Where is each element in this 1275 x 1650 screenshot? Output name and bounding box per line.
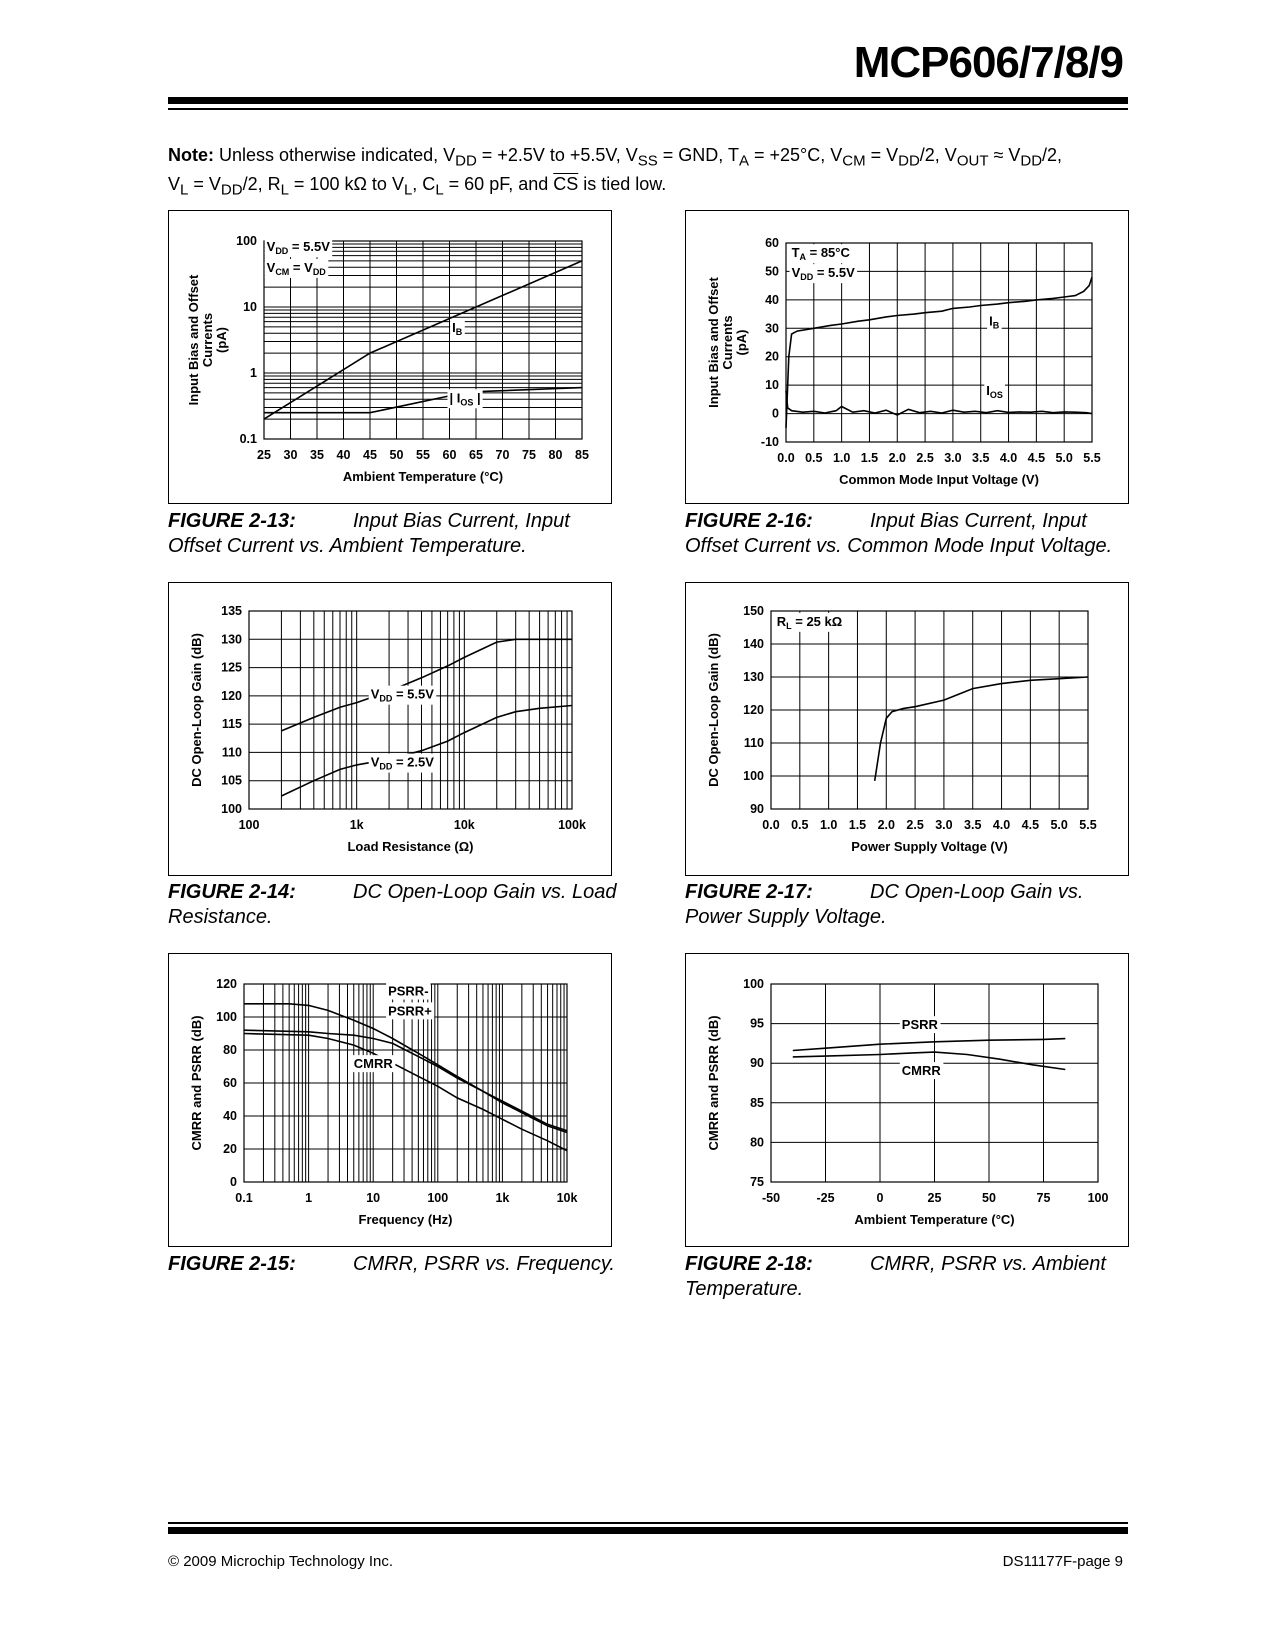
y-tick-label: 40 <box>223 1109 237 1123</box>
x-tick-label: -25 <box>816 1191 835 1205</box>
x-tick-label: 5.5 <box>1079 818 1097 832</box>
figure-2-18-plot <box>686 954 1130 1248</box>
y-tick-label: 120 <box>743 703 764 717</box>
header-rule-thick <box>168 97 1128 104</box>
y-tick-label: 85 <box>750 1095 764 1110</box>
y-tick-label: 40 <box>765 292 779 307</box>
series-line <box>244 1004 567 1133</box>
chart-annotation: PSRR <box>901 1017 938 1033</box>
y-tick-label: 30 <box>765 321 779 336</box>
caption-text: DC Open-Loop Gain vs. Power Supply Voltage. <box>685 881 1084 928</box>
footer-page-number: DS11177F-page 9 <box>1002 1553 1123 1570</box>
y-tick-label: 115 <box>221 717 242 732</box>
y-tick-label: 140 <box>743 637 764 651</box>
x-tick-label: 3.0 <box>944 451 962 465</box>
x-tick-label: 100k <box>558 818 586 832</box>
x-tick-label: 1 <box>305 1191 313 1205</box>
chart-annotation: PSRR- <box>388 983 429 999</box>
chart-annotation: $I_B$ <box>452 319 463 337</box>
y-tick-label: 60 <box>223 1076 237 1090</box>
y-tick-label: 20 <box>765 349 779 364</box>
y-tick-label: 75 <box>750 1175 764 1189</box>
note-paragraph: Note: Unless otherwise indicated, $V_{DD} = +2.5V$ to +5.5V, $V_{SS}$ = GND, $T_A = +25^\circ C$, $V_{CM} = V_{DD}/2$, $V_{OUT} \approx V_{DD}/2$, $V_L = V_{DD}/2$, $R_L = 100$ kΩ to $V_L$, $C_L = 60$ pF, and $\overline{CS}$ is tied low. <box>168 145 1063 199</box>
y-tick-label: 50 <box>765 264 779 279</box>
x-tick-label: 100 <box>238 818 260 832</box>
x-axis-label: Load Resistance (Ω) <box>347 839 474 854</box>
x-tick-label: 70 <box>495 448 510 462</box>
figure-2-17-caption <box>685 880 1135 930</box>
figure-2-13-caption <box>168 509 618 559</box>
x-tick-label: 25 <box>927 1191 942 1205</box>
x-tick-label: 100 <box>427 1191 449 1205</box>
y-axis-label: (pA) <box>214 327 229 353</box>
y-tick-label: 100 <box>743 769 764 783</box>
x-tick-label: 3.5 <box>964 818 982 832</box>
figure-2-13-chart <box>168 210 612 504</box>
figure-2-16-chart <box>685 210 1129 504</box>
chart-annotation: | $I_{OS}$ | <box>449 390 481 408</box>
footer-copyright: © 2009 Microchip Technology Inc. <box>168 1553 394 1570</box>
x-tick-label: 3.0 <box>935 818 953 832</box>
figure-2-16-plot <box>686 211 1130 505</box>
y-tick-label: 105 <box>221 773 242 788</box>
y-tick-label: 10 <box>243 300 257 314</box>
y-tick-label: -10 <box>760 435 779 449</box>
figure-2-15-chart <box>168 953 612 1247</box>
x-tick-label: 65 <box>469 448 483 462</box>
x-tick-label: 10 <box>366 1191 381 1205</box>
series-line <box>793 1039 1066 1051</box>
y-tick-label: 10 <box>765 378 779 393</box>
caption-label: FIGURE 2-13: <box>168 510 296 532</box>
x-tick-label: 85 <box>575 448 589 462</box>
chart-annotation: $T_A = 85^\circ C$ <box>791 245 850 263</box>
chart-annotation: CMRR <box>901 1063 941 1079</box>
x-tick-label: 1.0 <box>832 451 851 465</box>
y-axis-label: Input Bias and Offset <box>706 277 721 408</box>
x-tick-label: 3.5 <box>972 451 990 465</box>
series-line <box>281 639 572 731</box>
x-tick-label: 30 <box>283 448 298 462</box>
y-tick-label: 80 <box>750 1135 764 1150</box>
x-tick-label: 80 <box>548 448 563 462</box>
caption-label: FIGURE 2-15: <box>168 1253 296 1275</box>
chart-annotation: $I_B$ <box>989 313 1000 331</box>
chart-annotation: $V_{DD} = 5.5V$ <box>791 265 855 283</box>
x-tick-label: 2.5 <box>906 818 924 832</box>
y-axis-label: DC Open-Loop Gain (dB) <box>189 633 204 787</box>
y-tick-label: 0 <box>772 406 779 421</box>
x-tick-label: 2.0 <box>877 818 895 832</box>
chart-annotation: $V_{DD} = 5.5V$ <box>370 686 434 704</box>
y-tick-label: 90 <box>750 1056 764 1071</box>
x-tick-label: 4.5 <box>1021 818 1040 832</box>
chart-annotation: $V_{DD} = 2.5V$ <box>370 754 434 772</box>
x-tick-label: 25 <box>257 448 271 462</box>
y-tick-label: 110 <box>221 745 242 760</box>
x-tick-label: 10k <box>556 1191 578 1205</box>
x-tick-label: 0.0 <box>762 818 780 832</box>
x-tick-label: 1.5 <box>860 451 879 465</box>
x-tick-label: 75 <box>1036 1191 1051 1205</box>
y-tick-label: 100 <box>236 234 257 248</box>
y-tick-label: 100 <box>216 1010 237 1024</box>
x-tick-label: 4.0 <box>992 818 1011 832</box>
y-tick-label: 150 <box>743 604 764 618</box>
x-tick-label: 0.5 <box>805 451 823 465</box>
caption-text: CMRR, PSRR vs. Frequency. <box>353 1253 615 1275</box>
y-tick-label: 0 <box>230 1175 237 1189</box>
chart-annotation: CMRR <box>353 1056 393 1072</box>
y-axis-label: (pA) <box>734 329 749 356</box>
series-line <box>281 706 572 797</box>
x-tick-label: 40 <box>336 448 351 462</box>
x-tick-label: 2.0 <box>888 451 906 465</box>
x-tick-label: 0.0 <box>777 451 795 465</box>
x-tick-label: 60 <box>442 448 457 462</box>
y-tick-label: 100 <box>743 977 764 991</box>
y-axis-label: Currents <box>200 312 215 368</box>
series-line <box>786 391 1092 415</box>
x-tick-label: 1k <box>495 1191 510 1205</box>
figure-2-16-caption <box>685 509 1135 559</box>
x-tick-label: 55 <box>416 448 430 462</box>
x-axis-label: Common Mode Input Voltage (V) <box>839 472 1039 487</box>
caption-text: Input Bias Current, Input Offset Current vs. Ambient Temperature. <box>168 510 570 557</box>
figure-2-13-plot <box>169 211 613 505</box>
chart-annotation: $V_{DD} = 5.5V$ <box>266 239 330 257</box>
y-tick-label: 110 <box>743 736 764 750</box>
x-tick-label: 35 <box>310 448 324 462</box>
caption-text: Input Bias Current, Input Offset Current vs. Common Mode Input Voltage. <box>685 510 1113 557</box>
chart-annotation: $R_L = 25$ kΩ <box>776 613 843 631</box>
y-axis-label: Input Bias and Offset <box>186 274 201 406</box>
x-axis-label: Ambient Temperature (°C) <box>854 1212 1015 1227</box>
y-axis-label: DC Open-Loop Gain (dB) <box>706 633 721 787</box>
x-tick-label: 1.0 <box>819 818 838 832</box>
figure-2-15-plot <box>169 954 613 1248</box>
caption-text: DC Open-Loop Gain vs. Load Resistance. <box>168 881 617 928</box>
x-tick-label: 10k <box>453 818 475 832</box>
caption-label: FIGURE 2-17: <box>685 881 813 903</box>
chart-annotation: PSRR+ <box>388 1003 432 1019</box>
figure-2-14-plot <box>169 583 613 877</box>
y-tick-label: 100 <box>221 802 242 816</box>
caption-label: FIGURE 2-18: <box>685 1253 813 1275</box>
x-tick-label: 50 <box>389 448 404 462</box>
caption-label: FIGURE 2-14: <box>168 881 296 903</box>
series-line <box>244 1034 567 1151</box>
x-tick-label: 100 <box>1087 1191 1109 1205</box>
chart-annotation: $V_{CM} = V_{DD}$ <box>266 259 326 277</box>
page-title: MCP606/7/8/9 <box>853 38 1123 87</box>
figure-2-15-caption <box>168 1252 618 1277</box>
x-tick-label: -50 <box>761 1191 781 1205</box>
x-tick-label: 1k <box>349 818 364 832</box>
x-tick-label: 45 <box>363 448 377 462</box>
x-tick-label: 2.5 <box>916 451 934 465</box>
figure-2-18-caption <box>685 1252 1135 1302</box>
y-tick-label: 135 <box>221 604 242 618</box>
y-tick-label: 130 <box>221 632 242 647</box>
y-tick-label: 95 <box>750 1016 764 1031</box>
x-axis-label: Ambient Temperature (°C) <box>342 469 504 484</box>
x-tick-label: 0.1 <box>235 1191 253 1205</box>
x-tick-label: 75 <box>522 448 536 462</box>
y-tick-label: 80 <box>223 1043 237 1057</box>
x-tick-label: 4.0 <box>999 451 1018 465</box>
y-tick-label: 20 <box>223 1142 237 1156</box>
x-tick-label: 1.5 <box>848 818 867 832</box>
y-tick-label: 130 <box>743 670 764 684</box>
caption-text: CMRR, PSRR vs. Ambient Temperature. <box>685 1253 1106 1300</box>
x-tick-label: 4.5 <box>1027 451 1046 465</box>
header-rule-thin <box>168 108 1128 110</box>
y-tick-label: 125 <box>221 660 242 675</box>
y-tick-label: 0.1 <box>239 432 257 446</box>
footer-rule-thick <box>168 1527 1128 1534</box>
x-tick-label: 5.5 <box>1083 451 1101 465</box>
y-tick-label: 1 <box>250 366 257 380</box>
x-tick-label: 0 <box>876 1191 884 1205</box>
figure-2-18-chart <box>685 953 1129 1247</box>
x-tick-label: 5.0 <box>1055 451 1073 465</box>
y-tick-label: 60 <box>765 236 779 250</box>
figure-2-17-plot <box>686 583 1130 877</box>
y-tick-label: 90 <box>750 802 764 816</box>
figure-2-17-chart <box>685 582 1129 876</box>
x-axis-label: Frequency (Hz) <box>358 1212 453 1227</box>
footer-rule-thin <box>168 1522 1128 1524</box>
series-line <box>875 677 1088 781</box>
x-tick-label: 50 <box>982 1191 996 1205</box>
y-axis-label: CMRR and PSRR (dB) <box>189 1015 204 1151</box>
x-tick-label: 5.0 <box>1050 818 1068 832</box>
x-axis-label: Power Supply Voltage (V) <box>851 839 1008 854</box>
figure-2-14-caption <box>168 880 618 930</box>
caption-label: FIGURE 2-16: <box>685 510 813 532</box>
y-tick-label: 120 <box>221 688 242 703</box>
figure-2-14-chart <box>168 582 612 876</box>
y-axis-label: CMRR and PSRR (dB) <box>706 1015 721 1151</box>
chart-annotation: $I_{OS}$ <box>986 383 1003 401</box>
x-tick-label: 0.5 <box>791 818 809 832</box>
y-tick-label: 120 <box>216 977 237 991</box>
y-axis-label: Currents <box>720 315 735 370</box>
